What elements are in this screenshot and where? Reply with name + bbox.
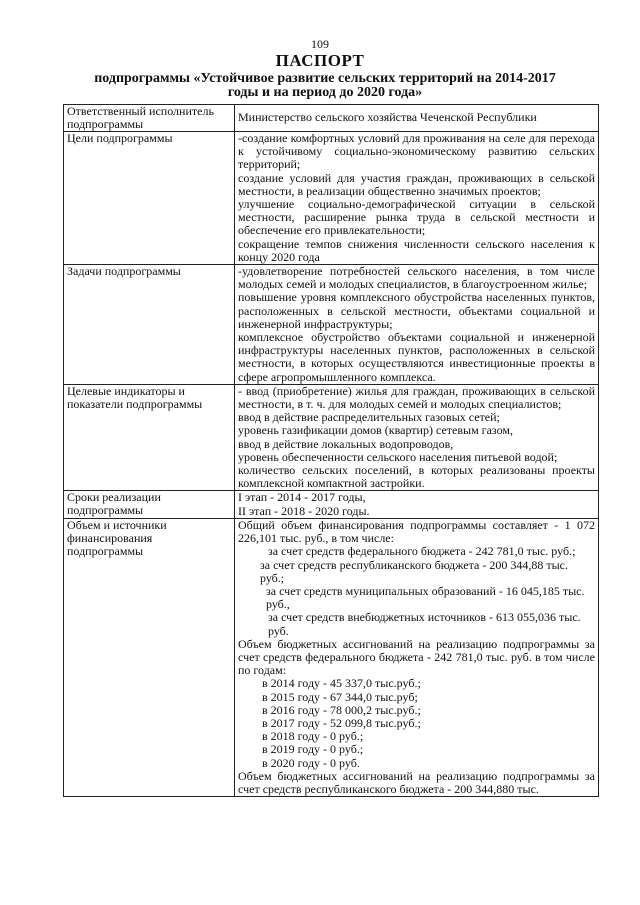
value-line: Министерство сельского хозяйства Чеченской Республики [238,110,537,125]
document-title: ПАСПОРТ [275,51,365,70]
value-line: в 2018 году - 0 руб.; [262,729,364,744]
value-line: ввод в действие локальных водопроводов, [238,436,454,451]
value-line: - ввод (приобретение) жилья для граждан, проживающих в сельской местности, в т. ч. для молодых семей и молодых специалистов; [238,383,595,412]
passport-table [63,104,599,797]
table-row [64,491,599,518]
value-line: создание условий для участия граждан, проживающих в сельской местности, в реализации общественно значимых проектов; [238,170,595,198]
value-line: -удовлетворение потребностей сельского населения, в том числе молодых семей и молодых специалистов, в благоустроенном жилье; [238,264,595,292]
value-line: уровень обеспеченности сельского населения питьевой водой; [238,449,558,464]
value-line: I этап - 2014 - 2017 годы, [238,490,366,505]
row-label: Объем и источники финансирования подпрограммы [64,518,235,796]
row-value [235,491,599,518]
value-line: II этап - 2018 - 2020 годы. [238,503,370,518]
value-line: в 2016 году - 78 000,2 тыс.руб.; [262,702,421,717]
value-line: уровень газификации домов (квартир) сетевым газом, [238,423,513,438]
value-line: в 2014 году - 45 337,0 тыс.руб.; [262,676,421,691]
row-value [235,518,599,796]
table-row [64,132,599,265]
row-label: Целевые индикаторы и показатели подпрограммы [64,384,235,491]
value-line: в 2019 году - 0 руб.; [262,742,364,757]
value-line: комплексное обустройство объектами социальной и инженерной инфраструктуры населенных пунктов, расположенных в сельской местности, в которых осуществляются инвестиционные проекты в сфере агропромышленного комплекса. [238,330,595,384]
row-label: Ответственный исполнитель подпрограммы [64,105,235,132]
row-label: Задачи подпрограммы [64,265,235,385]
value-line: Общий объем финансирования подпрограммы составляет - 1 072 226,101 тыс. руб., в том числе: [238,517,595,546]
row-label: Цели подпрограммы [64,132,235,265]
table-row [64,384,599,491]
value-line: за счет средств республиканского бюджета - 200 344,88 тыс. руб.; [260,557,568,585]
value-line: -создание комфортных условий для проживания на селе для перехода к устойчивому социально-экономическому развитию сельских территорий; [238,131,595,172]
table-row [64,105,599,132]
value-line: за счет средств внебюджетных источников - 613 055,036 тыс. руб. [268,610,581,638]
value-line: Объем бюджетных ассигнований на реализацию подпрограммы за счет средств федерального бюджета - 242 781,0 тыс. руб. в том числе по годам: [238,636,595,678]
value-line: в 2020 году - 0 руб. [262,755,360,770]
row-value [235,105,599,132]
row-value [235,265,599,385]
table-row [64,518,599,796]
row-label: Сроки реализации подпрограммы [64,491,235,518]
table-row [64,265,599,385]
value-line: ввод в действие распределительных газовых сетей; [238,410,500,425]
value-line: количество сельских поселений, в которых реализованы проекты комплексной компактной застройки. [238,463,595,491]
value-line: сокращение темпов снижения численности сельского населения к концу 2020 года [238,236,595,264]
value-line: в 2017 году - 52 099,8 тыс.руб.; [262,715,421,730]
document-subtitle: подпрограммы «Устойчивое развитие сельских территорий на 2014-2017 годы и на период до 2020 года» [94,71,556,100]
value-line: Объем бюджетных ассигнований на реализацию подпрограммы за счет средств республиканского бюджета - 200 344,880 тыс. [238,768,595,796]
value-line: повышение уровня комплексного обустройства населенных пунктов, расположенных в сельской местности, объектами социальной и инженерной инфраструктуры; [238,290,595,331]
value-line: за счет средств федерального бюджета - 242 781,0 тыс. руб.; [268,544,576,559]
value-line: за счет средств муниципальных образований - 16 045,185 тыс. руб., [266,583,585,612]
row-value [235,132,599,265]
value-line: в 2015 году - 67 344,0 тыс.руб; [262,689,418,704]
value-line: улучшение социально-демографической ситуации в сельской местности, расширение рынка труда в сельской местности и обеспечение его привлекательности; [238,197,595,238]
page-number: 109 [311,37,329,51]
row-value [235,384,599,491]
